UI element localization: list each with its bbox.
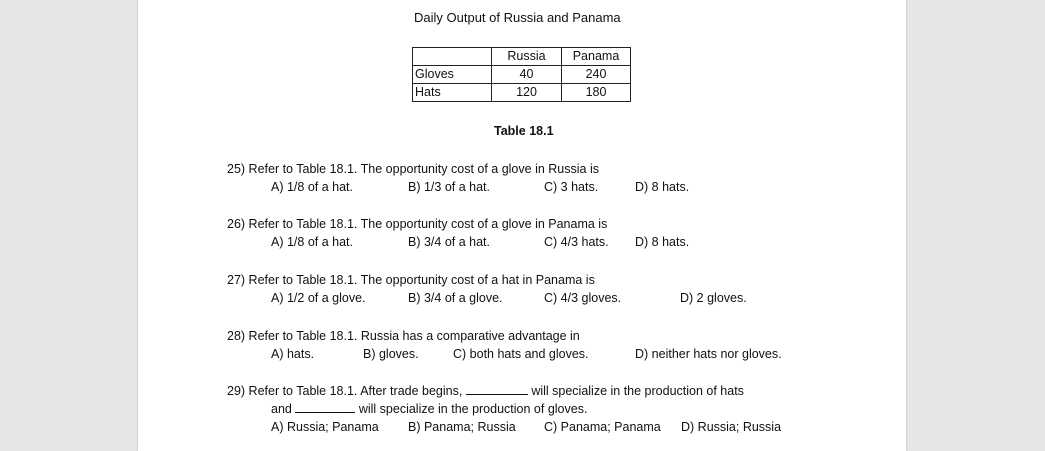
- option-c: C) 3 hats.: [544, 180, 599, 194]
- document-page: [138, 0, 906, 451]
- stem-text: will specialize in the production of hats: [531, 384, 744, 398]
- row-label-gloves: Gloves: [413, 66, 492, 84]
- question-stem-line-1: [227, 382, 744, 400]
- option-d: D) Russia; Russia: [681, 420, 782, 434]
- table-row: [413, 66, 631, 84]
- question-stem: 27) Refer to Table 18.1. The opportunity cost of a hat in Panama is: [227, 273, 595, 287]
- question-stem: 26) Refer to Table 18.1. The opportunity cost of a glove in Panama is: [227, 217, 608, 231]
- option-d: D) 8 hats.: [635, 235, 690, 249]
- cell-panama-hats: 180: [562, 84, 631, 102]
- answer-blank: [466, 383, 528, 395]
- option-c: C) Panama; Panama: [544, 420, 661, 434]
- stem-text: and: [271, 402, 292, 416]
- header-panama: Panama: [562, 48, 631, 66]
- option-b: B) 3/4 of a glove.: [408, 291, 503, 305]
- header-russia: Russia: [492, 48, 562, 66]
- cell-russia-hats: 120: [492, 84, 562, 102]
- cell-panama-gloves: 240: [562, 66, 631, 84]
- table-title: Daily Output of Russia and Panama: [414, 10, 621, 25]
- table-corner-cell: [413, 48, 492, 66]
- option-c: C) 4/3 hats.: [544, 235, 609, 249]
- cell-russia-gloves: 40: [492, 66, 562, 84]
- option-d: D) 2 gloves.: [680, 291, 747, 305]
- option-c: C) 4/3 gloves.: [544, 291, 622, 305]
- option-d: D) 8 hats.: [635, 180, 690, 194]
- option-b: B) Panama; Russia: [408, 420, 516, 434]
- option-a: A) hats.: [271, 347, 315, 361]
- answer-blank: [295, 401, 355, 413]
- table-header-row: [413, 48, 631, 66]
- table-caption: Table 18.1: [494, 124, 554, 138]
- question-stem: 25) Refer to Table 18.1. The opportunity cost of a glove in Russia is: [227, 162, 599, 176]
- option-a: A) 1/8 of a hat.: [271, 235, 353, 249]
- option-d: D) neither hats nor gloves.: [635, 347, 782, 361]
- option-a: A) 1/2 of a glove.: [271, 291, 366, 305]
- option-c: C) both hats and gloves.: [453, 347, 589, 361]
- stem-text: 29) Refer to Table 18.1. After trade begins,: [227, 384, 463, 398]
- stem-text: will specialize in the production of gloves.: [358, 402, 588, 416]
- option-b: B) 1/3 of a hat.: [408, 180, 490, 194]
- option-b: B) 3/4 of a hat.: [408, 235, 490, 249]
- question-stem-line-2: [271, 400, 587, 418]
- option-b: B) gloves.: [363, 347, 419, 361]
- output-table: [412, 47, 631, 102]
- question-stem: 28) Refer to Table 18.1. Russia has a comparative advantage in: [227, 329, 580, 343]
- option-a: A) 1/8 of a hat.: [271, 180, 353, 194]
- row-label-hats: Hats: [413, 84, 492, 102]
- option-a: A) Russia; Panama: [271, 420, 379, 434]
- table-row: [413, 84, 631, 102]
